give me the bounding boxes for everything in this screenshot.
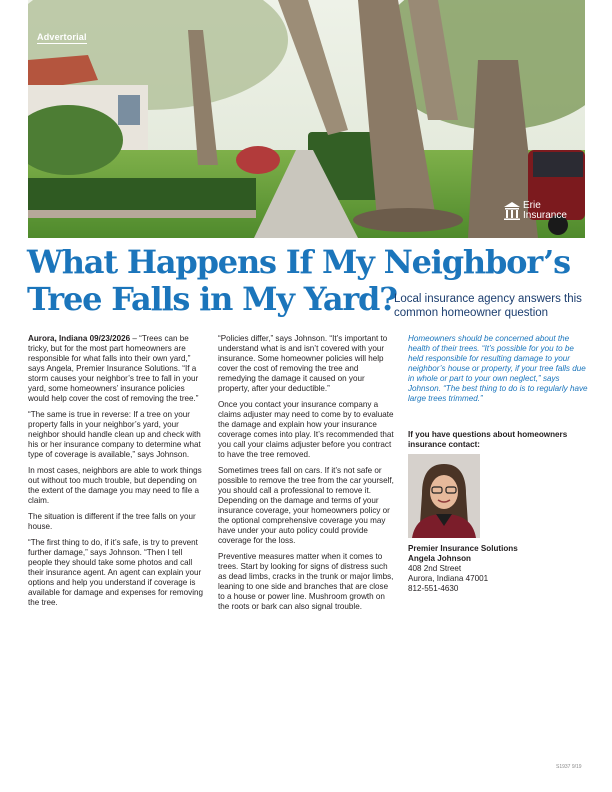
- article-column-3: [408, 334, 588, 404]
- form-number: S1937 9/19: [556, 764, 582, 770]
- contact-phone: 812-551-4630: [408, 584, 459, 593]
- pull-quote: Homeowners should be concerned about the health of their trees. “It’s possible for you to be held responsible for resulting damage to your neighbor’s house or property, if your tree falls due in whole or part to your own neglect,” says Johnson. “The best thing to do is to regularly have large trees trimmed.”: [408, 334, 588, 403]
- erie-logo-icon: [503, 201, 521, 221]
- erie-insurance-logo: [503, 200, 583, 228]
- contact-address-line2: Aurora, Indiana 47001: [408, 574, 489, 583]
- logo-text-line2: Insurance: [523, 210, 567, 221]
- contact-block: [408, 544, 588, 594]
- paragraph: “Policies differ,” says Johnson. “It’s important to understand what is and isn’t covered with your insurance. Some homeowner policies will help cover the cost of removing the tree and remedying the damage it caused on your property, after your deductible.”: [218, 334, 388, 393]
- paragraph: “The first thing to do, if it’s safe, is try to prevent further damage,” says Johnson. “Then I tell people they should take some photos and call their insurance agent. An agent can explain your options and help you understand if coverage is available for damage and expenses for removing the tree.: [28, 538, 204, 607]
- contact-address-line1: 408 2nd Street: [408, 564, 462, 573]
- article-column-1: [28, 334, 204, 614]
- paragraph: The situation is different if the tree falls on your house.: [28, 512, 196, 531]
- article-column-2: [218, 334, 396, 618]
- subheadline: Local insurance agency answers this common homeowner question: [394, 293, 582, 319]
- paragraph: Once you contact your insurance company a claims adjuster may need to come by to evaluate the damage and explain how your insurance coverage comes into play. It’s recommended that you call your claims adjuster before you contract to have the tree removed.: [218, 400, 394, 459]
- hero-photo: [28, 0, 585, 238]
- contact-agency: Premier Insurance Solutions: [408, 544, 518, 553]
- paragraph: [28, 334, 204, 404]
- paragraph: Preventive measures matter when it comes to trees. Start by looking for signs of distress such as dead limbs, cracks in the trunk or major limbs, leaning to one side and branches that are close to a house or power line. Mushroom growth on the roots or bark can also signal trouble.: [218, 552, 394, 611]
- logo-text-line1: Erie: [523, 200, 541, 211]
- contact-heading: If you have questions about homeowners insurance contact:: [408, 430, 568, 449]
- dateline: Aurora, Indiana 09/23/2026: [28, 334, 131, 343]
- paragraph-text: – “Trees can be tricky, but for the most part homeowners are responsible for what falls into their own yard,” says Angela, Premier Insurance Solutions. “If a storm causes your neighbor’s tree to fall in your yard, some homeowners’ insurance policies would help cover the cost of removing the tree.”: [28, 334, 199, 403]
- advertorial-badge: Advertorial: [37, 32, 87, 42]
- contact-name: Angela Johnson: [408, 554, 471, 563]
- paragraph: “The same is true in reverse: If a tree on your property falls in your neighbor’s yard, your neighbor should handle clean up and check with his or her insurance company to determine what type of coverage is available,” says Johnson.: [28, 410, 201, 459]
- agent-photo: [408, 454, 480, 538]
- headline: What Happens If My Neighbor’s Tree Falls in My Yard?: [27, 243, 570, 318]
- paragraph: In most cases, neighbors are able to work things out without too much trouble, but depending on the extent of the damage you may need to file a claim.: [28, 466, 202, 505]
- paragraph: Sometimes trees fall on cars. If it’s not safe or possible to remove the tree from the car yourself, you should call a professional to remove it. Depending on the damage and terms of your insurance coverage, your homeowners policy or the optional comprehensive coverage you may have under your auto policy could provide coverage for the loss.: [218, 466, 394, 545]
